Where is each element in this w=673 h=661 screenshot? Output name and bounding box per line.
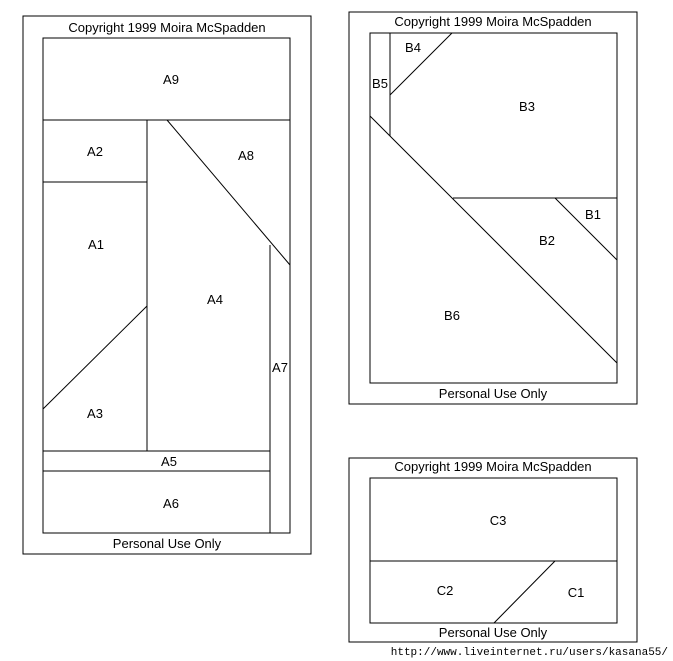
piece-label-b3: B3 <box>519 99 535 114</box>
piece-label-a5: A5 <box>161 454 177 469</box>
block-c <box>349 458 637 642</box>
block-b <box>349 12 637 404</box>
piece-label-b4: B4 <box>405 40 421 55</box>
block-b-seam <box>390 33 452 95</box>
block-a <box>23 16 311 554</box>
piece-label-a4: A4 <box>207 292 223 307</box>
block-c-footer: Personal Use Only <box>438 625 548 640</box>
block-b-copyright: Copyright 1999 Moira McSpadden <box>394 14 592 29</box>
piece-label-b1: B1 <box>585 207 601 222</box>
block-a-seam <box>43 306 147 409</box>
block-a-outer-frame <box>23 16 311 554</box>
piece-label-a1: A1 <box>88 237 104 252</box>
block-c-seam <box>494 561 555 623</box>
block-a-copyright: Copyright 1999 Moira McSpadden <box>68 20 266 35</box>
piece-label-c3: C3 <box>489 513 507 528</box>
block-b-footer: Personal Use Only <box>438 386 548 401</box>
block-c-outer-frame <box>349 458 637 642</box>
piece-label-a9: A9 <box>163 72 179 87</box>
piece-label-c1: C1 <box>567 585 585 600</box>
piece-label-b5: B5 <box>372 76 388 91</box>
block-c-copyright: Copyright 1999 Moira McSpadden <box>394 459 592 474</box>
piece-label-b2: B2 <box>539 233 555 248</box>
source-url: http://www.liveinternet.ru/users/kasana55/ <box>390 647 668 659</box>
piece-label-a6: A6 <box>163 496 179 511</box>
block-b-seam <box>370 116 617 363</box>
piece-label-b6: B6 <box>444 308 460 323</box>
piece-label-a2: A2 <box>87 144 103 159</box>
block-a-seam <box>167 120 290 265</box>
piece-label-a8: A8 <box>238 148 254 163</box>
block-a-footer: Personal Use Only <box>112 536 222 551</box>
piece-label-a3: A3 <box>87 406 103 421</box>
piece-label-c2: C2 <box>436 583 454 598</box>
block-b-pattern-frame <box>370 33 617 383</box>
piece-label-a7: A7 <box>272 360 288 375</box>
block-c-pattern-frame <box>370 478 617 623</box>
